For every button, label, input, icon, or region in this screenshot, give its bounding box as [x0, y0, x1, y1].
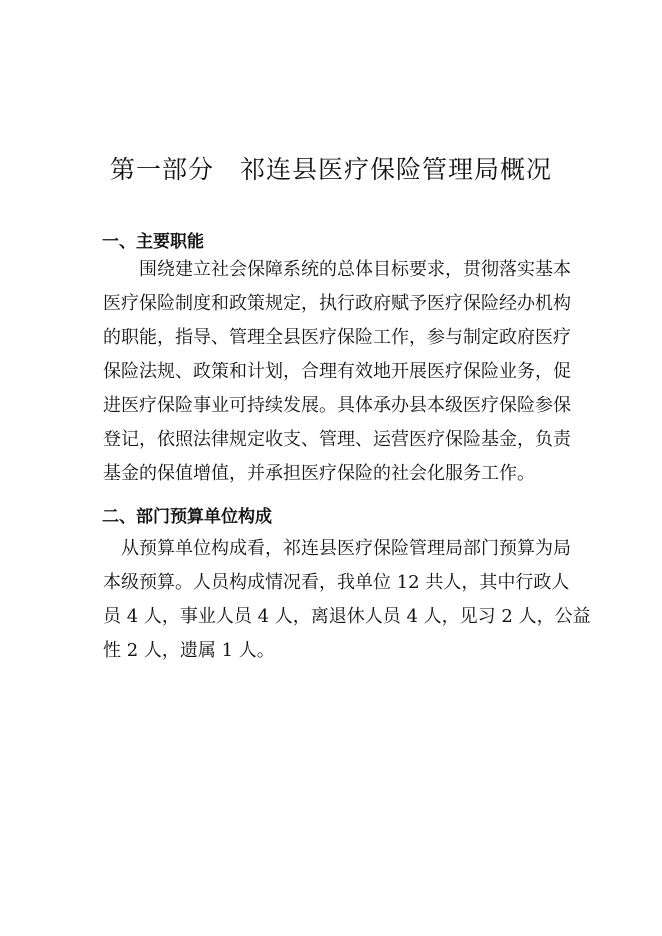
- text-line: 的职能，指导、管理全县医疗保险工作，参与制定政府医疗: [103, 327, 571, 348]
- paragraph-budget-units: [103, 532, 591, 668]
- text-line: 员 4 人，事业人员 4 人，离退休人员 4 人，见习 2 人，公益: [103, 606, 591, 627]
- text-line: 基金的保值增值，并承担医疗保险的社会化服务工作。: [103, 463, 535, 484]
- text-line: 本级预算。人员构成情况看，我单位 12 共人，其中行政人: [103, 572, 570, 593]
- text-line: 登记，依照法律规定收支、管理、运营医疗保险基金，负责: [103, 429, 571, 450]
- section-heading-main-functions: 一、主要职能: [102, 232, 204, 252]
- text-line: 进医疗保险事业可持续发展。具体承办县本级医疗保险参保: [103, 395, 571, 416]
- section-heading-budget-units: 二、部门预算单位构成: [102, 507, 272, 527]
- document-title: 第一部分 祁连县医疗保险管理局概况: [109, 155, 552, 184]
- text-line: 从预算单位构成看，祁连县医疗保险管理局部门预算为局: [103, 538, 571, 559]
- paragraph-main-functions: [103, 253, 571, 491]
- text-line: 医疗保险制度和政策规定，执行政府赋予医疗保险经办机构: [103, 293, 571, 314]
- text-line: 保险法规、政策和计划，合理有效地开展医疗保险业务，促: [103, 361, 571, 382]
- text-line: 围绕建立社会保障系统的总体目标要求，贯彻落实基本: [103, 259, 571, 280]
- text-line: 性 2 人，遗属 1 人。: [103, 640, 275, 661]
